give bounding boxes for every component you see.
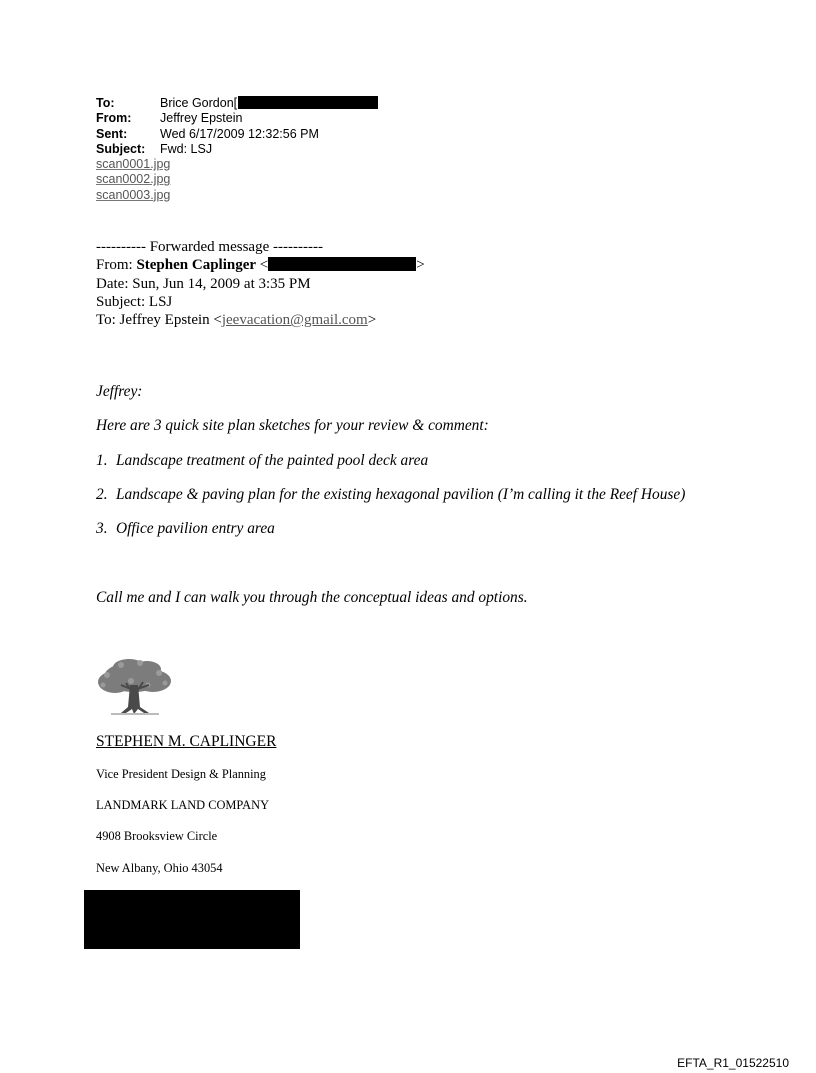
from-row	[96, 111, 378, 126]
redaction-block	[84, 890, 300, 949]
document-id: EFTA_R1_01522510	[677, 1056, 789, 1070]
tree-logo-icon	[93, 655, 175, 719]
list-number: 2.	[96, 486, 108, 503]
list-number: 3.	[96, 520, 108, 537]
forwarded-date: Date: Sun, Jun 14, 2009 at 3:35 PM	[96, 275, 311, 292]
sent-label: Sent:	[96, 126, 128, 141]
signature-city: New Albany, Ohio 43054	[96, 861, 223, 875]
to-value: Brice Gordon[	[160, 96, 238, 110]
forwarded-from-line	[96, 256, 425, 274]
greeting: Jeffrey:	[96, 383, 143, 400]
signature-title: Vice President Design & Planning	[96, 767, 266, 781]
list-item	[96, 452, 428, 470]
sent-row	[96, 127, 378, 142]
subject-value: Fwd: LSJ	[160, 141, 213, 156]
to-label: To:	[96, 96, 115, 110]
forwarded-to-line	[96, 311, 425, 329]
list-item	[96, 520, 275, 538]
email-link[interactable]: jeevacation@gmail.com	[221, 312, 368, 329]
from-label: From:	[96, 111, 132, 126]
list-item	[96, 486, 685, 504]
from-value: Jeffrey Epstein	[160, 111, 243, 126]
subject-label: Subject:	[96, 141, 146, 156]
forwarded-to-suffix: >	[367, 312, 377, 329]
sent-value: Wed 6/17/2009 12:32:56 PM	[160, 126, 319, 141]
subject-row	[96, 142, 378, 157]
forwarded-subject: Subject: LSJ	[96, 293, 173, 310]
intro-text: Here are 3 quick site plan sketches for your review & comment:	[96, 417, 489, 434]
list-text: Office pavilion entry area	[116, 520, 275, 537]
redaction-bar	[268, 257, 416, 271]
to-row	[96, 96, 378, 111]
signature-company: LANDMARK LAND COMPANY	[96, 798, 270, 812]
attachment-link[interactable]: scan0002.jpg	[96, 172, 171, 187]
forwarded-divider: ---------- Forwarded message ----------	[96, 239, 323, 255]
attachment-link[interactable]: scan0001.jpg	[96, 157, 171, 172]
forwarded-from-name: Stephen Caplinger	[136, 257, 257, 274]
email-header	[96, 96, 378, 203]
list-text: Landscape & paving plan for the existing hexagonal pavilion (I’m calling it the Reef House)	[116, 486, 686, 503]
list-text: Landscape treatment of the painted pool deck area	[116, 452, 429, 469]
forwarded-to-prefix: To: Jeffrey Epstein <	[96, 312, 222, 329]
forwarded-from-label: From:	[96, 257, 137, 274]
list-number: 1.	[96, 452, 108, 469]
forwarded-message-header	[96, 238, 425, 329]
forwarded-from-open: <	[256, 257, 269, 274]
closing-text: Call me and I can walk you through the conceptual ideas and options.	[96, 589, 528, 606]
forwarded-from-close: >	[416, 257, 425, 274]
signature-name: STEPHEN M. CAPLINGER	[96, 733, 277, 750]
attachment-link[interactable]: scan0003.jpg	[96, 187, 171, 202]
signature-street: 4908 Brooksview Circle	[96, 829, 218, 843]
redaction-bar	[238, 96, 378, 109]
